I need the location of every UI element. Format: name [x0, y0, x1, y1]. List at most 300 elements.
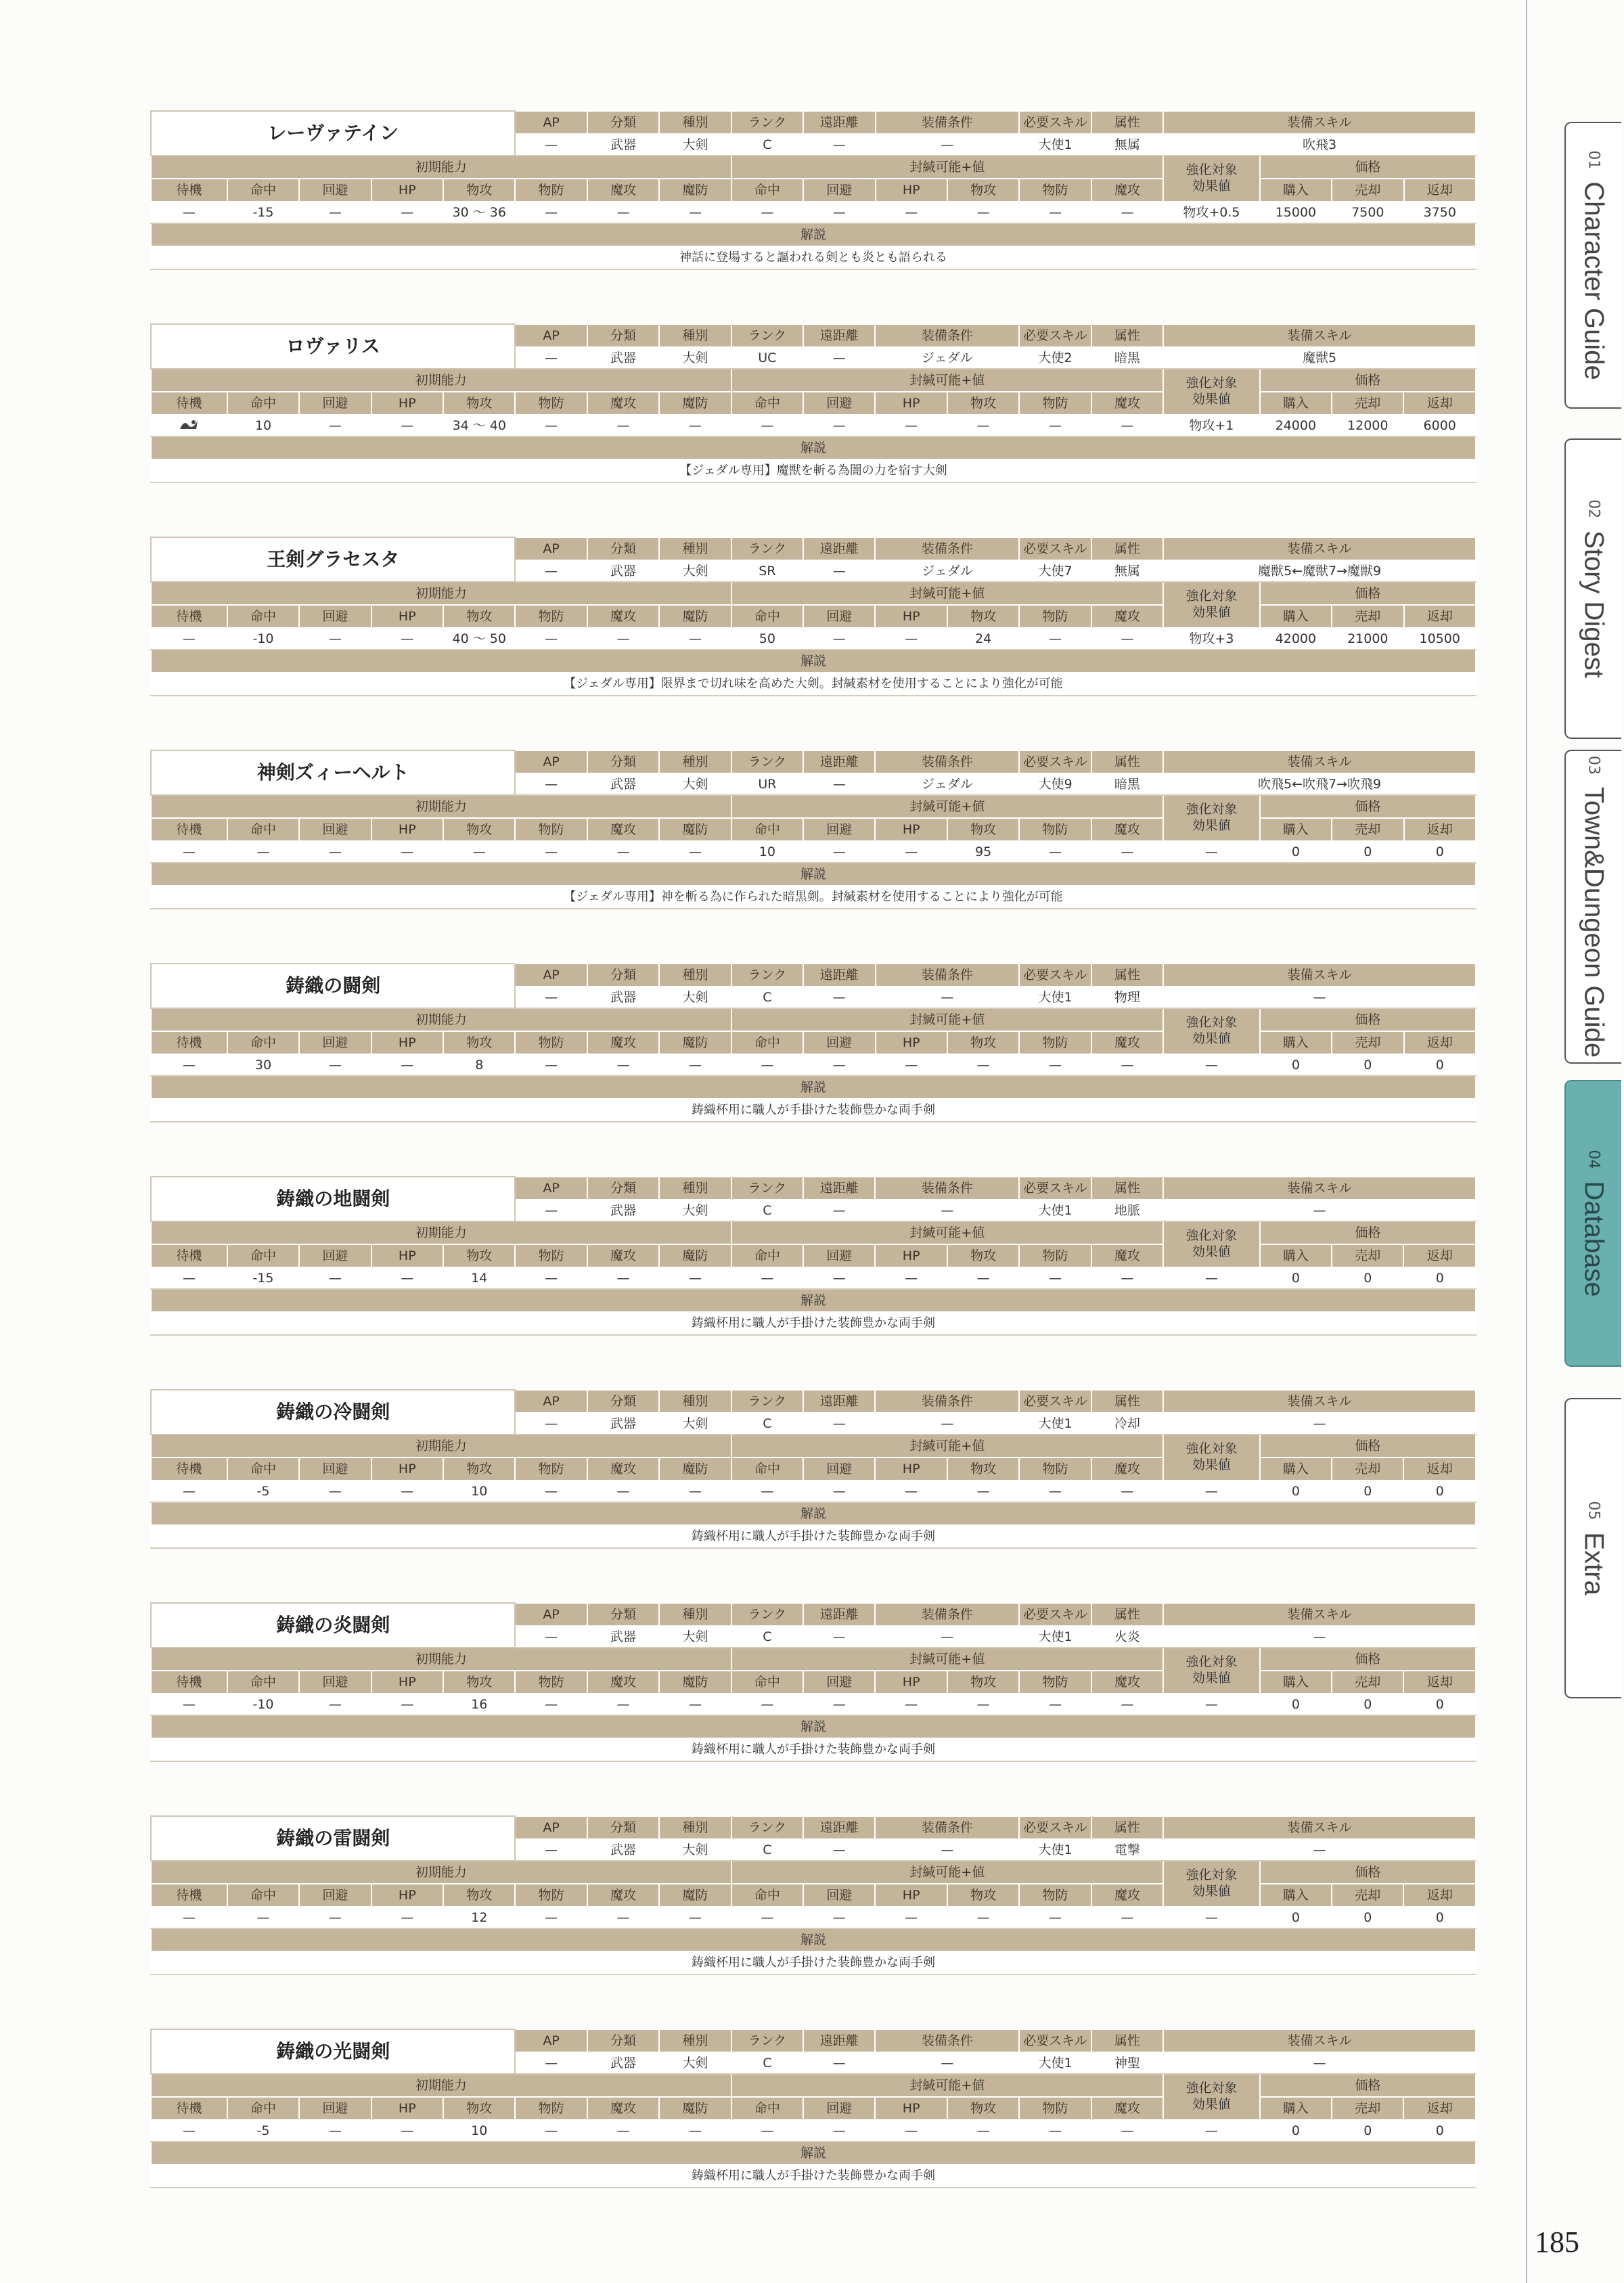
seal-stat-header: HP — [875, 392, 947, 415]
stat-header: 魔防 — [659, 1884, 731, 1907]
description-header: 解説 — [151, 1715, 1476, 1738]
price-col-header: 売却 — [1332, 1244, 1403, 1267]
spec-value: 暗黒 — [1091, 347, 1163, 369]
spec-value: 大剣 — [659, 560, 731, 582]
seal-stat-header: 物攻 — [947, 1457, 1019, 1480]
spec-value: 武器 — [587, 560, 659, 582]
price-value: 12000 — [1332, 415, 1403, 436]
price-value: 6000 — [1403, 415, 1476, 436]
stat-value: — — [299, 415, 371, 436]
spec-value: — — [515, 1200, 587, 1221]
stat-header: 回避 — [299, 1671, 371, 1694]
header-cell: 種別 — [659, 324, 731, 347]
header-cell: 遠距離 — [803, 2029, 875, 2052]
spec-value: C — [731, 1839, 803, 1861]
stat-header: 待機 — [151, 392, 227, 415]
tab-label: Extra — [1579, 1532, 1609, 1596]
stat-header: 物攻 — [443, 179, 515, 202]
stat-value: — — [515, 1694, 587, 1715]
stat-value: — — [151, 202, 227, 223]
spec-value: — — [515, 1839, 587, 1861]
seal-stat-value: — — [947, 1480, 1019, 1502]
seal-stat-value: — — [1091, 1054, 1163, 1076]
header-cell: 装備スキル — [1163, 750, 1476, 773]
initial-stats-header: 初期能力 — [151, 369, 731, 392]
header-cell: 装備スキル — [1163, 2029, 1476, 2052]
stat-header: 物攻 — [443, 1671, 515, 1694]
stat-value: — — [587, 841, 659, 863]
stat-value: — — [371, 1054, 443, 1076]
stat-value: — — [587, 1480, 659, 1502]
seal-stat-header: HP — [875, 818, 947, 841]
price-col-header: 購入 — [1260, 1884, 1332, 1907]
stat-value: — — [659, 628, 731, 650]
description-header: 解説 — [151, 650, 1476, 673]
header-cell: 装備条件 — [875, 750, 1019, 773]
seal-stat-value: — — [803, 1907, 875, 1928]
stat-value: — — [299, 1694, 371, 1715]
header-cell: 分類 — [587, 750, 659, 773]
header-cell: ランク — [731, 750, 803, 773]
price-col-header: 売却 — [1332, 179, 1403, 202]
stat-value: — — [151, 1267, 227, 1289]
stat-header: 魔防 — [659, 2097, 731, 2120]
header-cell: AP — [515, 1816, 587, 1839]
tab-label: Town&Dungeon Guide — [1579, 786, 1609, 1058]
price-value: 0 — [1332, 2120, 1403, 2142]
header-cell: 分類 — [587, 111, 659, 134]
price-header: 価格 — [1260, 1434, 1476, 1457]
seal-bonus-header: 封緘可能+値 — [731, 1221, 1163, 1244]
header-cell: ランク — [731, 537, 803, 560]
seal-stat-header: 命中 — [731, 1031, 803, 1054]
header-cell: 属性 — [1091, 537, 1163, 560]
spec-value: — — [803, 1413, 875, 1434]
seal-stat-value: 95 — [947, 841, 1019, 863]
seal-bonus-header: 封緘可能+値 — [731, 156, 1163, 179]
spec-value: — — [515, 987, 587, 1008]
header-cell: 装備スキル — [1163, 1603, 1476, 1626]
description-text: 神話に登場すると謳われる剣とも炎とも語られる — [151, 246, 1476, 269]
seal-stat-value: — — [1091, 202, 1163, 223]
header-cell: 装備スキル — [1163, 324, 1476, 347]
weapon-block — [150, 750, 1476, 905]
seal-stat-value: — — [875, 628, 947, 650]
seal-stat-header: 物防 — [1019, 1884, 1091, 1907]
header-cell: 必要スキル — [1019, 1816, 1091, 1839]
stat-value: — — [371, 202, 443, 223]
description-text: 【ジェダル専用】魔獣を斬る為闇の力を宿す大剣 — [151, 459, 1476, 482]
stat-value: — — [371, 2120, 443, 2142]
stat-value: — — [587, 1054, 659, 1076]
header-cell: 属性 — [1091, 964, 1163, 987]
spec-value: 大剣 — [659, 773, 731, 795]
seal-stat-header: HP — [875, 1244, 947, 1267]
seal-stat-header: 魔攻 — [1091, 1884, 1163, 1907]
enhance-target-header: 強化対象 効果値 — [1163, 156, 1260, 202]
seal-stat-header: 物攻 — [947, 1244, 1019, 1267]
price-col-header: 売却 — [1332, 392, 1403, 415]
stat-value: -10 — [227, 628, 299, 650]
stat-value: — — [515, 202, 587, 223]
header-cell: 遠距離 — [803, 1390, 875, 1413]
seal-stat-value: — — [803, 1480, 875, 1502]
price-value: 42000 — [1260, 628, 1332, 650]
seal-stat-header: 物攻 — [947, 1671, 1019, 1694]
spec-value: — — [1163, 2052, 1476, 2074]
price-value: 0 — [1403, 1267, 1476, 1289]
stat-header: HP — [371, 605, 443, 628]
spec-value: 大使1 — [1019, 1200, 1091, 1221]
stat-header: HP — [371, 1671, 443, 1694]
stat-value: — — [515, 415, 587, 436]
spec-value: 地脈 — [1091, 1200, 1163, 1221]
stat-value: — — [587, 415, 659, 436]
spec-value: 大使1 — [1019, 134, 1091, 156]
price-header: 価格 — [1260, 2074, 1476, 2097]
description-header: 解説 — [151, 1928, 1476, 1951]
seal-stat-value: — — [1091, 628, 1163, 650]
stat-value: 12 — [443, 1907, 515, 1928]
initial-stats-header: 初期能力 — [151, 795, 731, 818]
price-col-header: 購入 — [1260, 2097, 1332, 2120]
header-cell: 必要スキル — [1019, 2029, 1091, 2052]
initial-stats-header: 初期能力 — [151, 1648, 731, 1671]
price-col-header: 購入 — [1260, 179, 1332, 202]
stat-value: — — [151, 628, 227, 650]
seal-stat-value: — — [1019, 1907, 1091, 1928]
seal-stat-value: — — [947, 1907, 1019, 1928]
seal-stat-header: 魔攻 — [1091, 179, 1163, 202]
header-cell: ランク — [731, 1603, 803, 1626]
spec-value: — — [803, 2052, 875, 2074]
stat-header: 物防 — [515, 1031, 587, 1054]
stat-value: — — [299, 2120, 371, 2142]
header-cell: 属性 — [1091, 324, 1163, 347]
seal-stat-header: 回避 — [803, 1884, 875, 1907]
header-cell: AP — [515, 537, 587, 560]
header-cell: AP — [515, 1603, 587, 1626]
header-cell: 必要スキル — [1019, 750, 1091, 773]
stat-header: HP — [371, 179, 443, 202]
price-col-header: 売却 — [1332, 2097, 1403, 2120]
price-value: 0 — [1403, 2120, 1476, 2142]
header-cell: 必要スキル — [1019, 111, 1091, 134]
seal-stat-value: — — [803, 202, 875, 223]
seal-stat-header: 物攻 — [947, 1031, 1019, 1054]
stat-header: 物防 — [515, 818, 587, 841]
seal-stat-header: 命中 — [731, 1244, 803, 1267]
seal-stat-header: 魔攻 — [1091, 1671, 1163, 1694]
stat-value: 30 — [227, 1054, 299, 1076]
weapon-name: 鋳織の炎闘剣 — [151, 1603, 515, 1648]
price-col-header: 購入 — [1260, 392, 1332, 415]
stat-header: 待機 — [151, 179, 227, 202]
stat-header: 待機 — [151, 605, 227, 628]
price-value: 0 — [1404, 1054, 1476, 1076]
header-cell: 必要スキル — [1019, 1177, 1091, 1200]
header-cell: 分類 — [587, 537, 659, 560]
initial-stats-header: 初期能力 — [151, 1434, 731, 1457]
stat-header: 魔防 — [659, 392, 731, 415]
price-value: 0 — [1332, 1480, 1403, 1502]
spec-value: C — [731, 1626, 803, 1648]
price-value: 0 — [1332, 1907, 1403, 1928]
enhance-target-header: 強化対象 効果値 — [1163, 2074, 1260, 2120]
tab-story-digest[interactable] — [1564, 438, 1621, 739]
price-col-header: 返却 — [1404, 1031, 1476, 1054]
spec-value: — — [1163, 1626, 1476, 1648]
header-cell: 属性 — [1091, 1390, 1163, 1413]
weapon-name: ロヴァリス — [151, 324, 515, 369]
header-cell: 分類 — [587, 1816, 659, 1839]
enhance-value: — — [1163, 1480, 1260, 1502]
tab-extra[interactable] — [1564, 1398, 1621, 1698]
spec-value: C — [731, 1200, 803, 1221]
seal-stat-value: — — [731, 415, 803, 436]
price-value: 7500 — [1332, 202, 1403, 223]
seal-stat-value: — — [876, 1054, 947, 1076]
price-col-header: 購入 — [1260, 818, 1332, 841]
seal-stat-header: HP — [876, 1031, 947, 1054]
spec-value: 吹飛3 — [1163, 134, 1476, 156]
stat-header: 物防 — [515, 1671, 587, 1694]
seal-stat-header: 回避 — [803, 179, 875, 202]
spec-value: — — [515, 2052, 587, 2074]
stat-value: — — [515, 1054, 587, 1076]
weapon-block — [150, 1602, 1476, 1758]
stat-header: 魔防 — [659, 1031, 731, 1054]
price-value: 0 — [1260, 1694, 1332, 1715]
header-cell: 遠距離 — [803, 1603, 875, 1626]
stat-header: HP — [371, 1031, 443, 1054]
enhance-target-header: 強化対象 効果値 — [1163, 1861, 1260, 1907]
seal-bonus-header: 封緘可能+値 — [731, 2074, 1163, 2097]
stat-header: 待機 — [151, 1031, 227, 1054]
spec-value: — — [876, 134, 1020, 156]
spec-value: — — [515, 347, 587, 369]
seal-stat-header: 物防 — [1019, 392, 1091, 415]
initial-stats-header: 初期能力 — [151, 582, 731, 605]
weapon-name: 鋳織の雷闘剣 — [151, 1816, 515, 1861]
stat-header: 命中 — [227, 392, 299, 415]
spec-value: 大使1 — [1019, 2052, 1091, 2074]
spec-value: — — [515, 560, 587, 582]
standby-icon — [151, 415, 227, 436]
header-cell: 装備条件 — [875, 537, 1019, 560]
price-value: 24000 — [1260, 415, 1332, 436]
spec-value: 武器 — [587, 1413, 659, 1434]
spec-value: — — [803, 1626, 875, 1648]
stat-value: — — [587, 202, 659, 223]
enhance-value: — — [1163, 2120, 1260, 2142]
header-cell: AP — [515, 750, 587, 773]
stat-value: -10 — [227, 1694, 299, 1715]
seal-stat-value: 24 — [947, 628, 1019, 650]
seal-stat-header: 物防 — [1019, 1671, 1091, 1694]
stat-header: 魔攻 — [587, 2097, 659, 2120]
tab-label: Story Digest — [1579, 530, 1609, 678]
price-col-header: 売却 — [1332, 818, 1403, 841]
seal-stat-header: 回避 — [803, 818, 875, 841]
seal-stat-value: — — [1019, 628, 1091, 650]
stat-value: 40 ～ 50 — [443, 628, 515, 650]
seal-stat-value: — — [875, 415, 947, 436]
seal-stat-value: — — [1091, 1480, 1163, 1502]
seal-stat-value: — — [1091, 1694, 1163, 1715]
stat-header: 物攻 — [443, 2097, 515, 2120]
seal-stat-value: — — [1019, 202, 1091, 223]
seal-stat-header: 物防 — [1019, 1031, 1091, 1054]
enhance-target-header: 強化対象 効果値 — [1163, 1648, 1260, 1694]
header-cell: ランク — [731, 2029, 803, 2052]
stat-header: 物防 — [515, 2097, 587, 2120]
description-text: 鋳織杯用に職人が手掛けた装飾豊かな両手剣 — [151, 2165, 1476, 2188]
price-col-header: 返却 — [1404, 179, 1476, 202]
weapon-block — [150, 963, 1476, 1118]
tab-town-dungeon-guide[interactable] — [1564, 750, 1621, 1064]
header-cell: 分類 — [587, 2029, 659, 2052]
spec-value: 大使1 — [1019, 1626, 1091, 1648]
header-cell: 装備スキル — [1163, 1177, 1476, 1200]
price-col-header: 返却 — [1403, 392, 1476, 415]
tab-character-guide[interactable] — [1564, 122, 1621, 409]
spec-value: — — [875, 1626, 1019, 1648]
tab-database[interactable] — [1564, 1080, 1621, 1367]
seal-bonus-header: 封緘可能+値 — [731, 1861, 1163, 1884]
stat-value: 34 ～ 40 — [443, 415, 515, 436]
price-value: 3750 — [1404, 202, 1476, 223]
spec-value: 大剣 — [659, 347, 731, 369]
seal-stat-header: HP — [875, 1884, 947, 1907]
seal-stat-header: 物攻 — [947, 818, 1019, 841]
price-col-header: 購入 — [1260, 1671, 1332, 1694]
stat-value: — — [659, 1267, 731, 1289]
stat-value: — — [371, 1907, 443, 1928]
price-header: 価格 — [1260, 1648, 1476, 1671]
seal-stat-value: — — [875, 1694, 947, 1715]
price-header: 価格 — [1260, 1861, 1476, 1884]
stat-header: 物防 — [515, 1884, 587, 1907]
stat-value: — — [151, 1054, 227, 1076]
seal-stat-header: HP — [875, 2097, 947, 2120]
seal-stat-header: 魔攻 — [1091, 2097, 1163, 2120]
stat-value: — — [371, 841, 443, 863]
header-cell: 装備条件 — [875, 1603, 1019, 1626]
weapon-name: 神剣ズィーヘルト — [151, 750, 515, 795]
seal-stat-value: — — [875, 2120, 947, 2142]
stat-header: 物攻 — [443, 818, 515, 841]
price-header: 価格 — [1260, 582, 1476, 605]
description-text: 鋳織杯用に職人が手掛けた装飾豊かな両手剣 — [151, 1525, 1476, 1548]
stat-value: — — [151, 2120, 227, 2142]
price-col-header: 返却 — [1403, 1884, 1476, 1907]
price-value: 0 — [1260, 1480, 1332, 1502]
description-text: 鋳織杯用に職人が手掛けた装飾豊かな両手剣 — [151, 1312, 1476, 1335]
seal-stat-value: 10 — [731, 841, 803, 863]
stat-header: 物攻 — [443, 1244, 515, 1267]
seal-stat-value: — — [731, 1694, 803, 1715]
price-header: 価格 — [1260, 156, 1476, 179]
stat-header: 物防 — [515, 605, 587, 628]
tab-number: 05 — [1585, 1501, 1602, 1520]
header-cell: 属性 — [1091, 750, 1163, 773]
stat-value: — — [151, 1907, 227, 1928]
initial-stats-header: 初期能力 — [151, 2074, 731, 2097]
stat-value: -5 — [227, 2120, 299, 2142]
seal-stat-header: 物防 — [1019, 1244, 1091, 1267]
stat-value: — — [587, 1694, 659, 1715]
spec-value: — — [515, 1413, 587, 1434]
header-cell: 属性 — [1091, 1816, 1163, 1839]
seal-stat-value: — — [1091, 841, 1163, 863]
seal-stat-value: — — [1019, 2120, 1091, 2142]
stat-header: HP — [371, 392, 443, 415]
stat-value: — — [587, 1907, 659, 1928]
seal-stat-header: 魔攻 — [1091, 1031, 1163, 1054]
stat-value: — — [299, 1907, 371, 1928]
stat-value: — — [659, 2120, 731, 2142]
enhance-target-header: 強化対象 効果値 — [1163, 1221, 1260, 1267]
price-value: 0 — [1404, 841, 1476, 863]
stat-value: — — [659, 1907, 731, 1928]
stat-header: 物防 — [515, 392, 587, 415]
spec-value: — — [803, 1200, 875, 1221]
weapon-block — [150, 110, 1476, 266]
stat-value: — — [299, 1054, 371, 1076]
header-cell: ランク — [731, 324, 803, 347]
stat-header: 魔攻 — [587, 1671, 659, 1694]
description-text: 【ジェダル専用】神を斬る為に作られた暗黒剣。封緘素材を使用することにより強化が可能 — [151, 886, 1476, 909]
stat-header: 回避 — [299, 2097, 371, 2120]
spec-value: — — [803, 347, 875, 369]
price-col-header: 購入 — [1260, 1457, 1332, 1480]
seal-stat-value: — — [947, 202, 1019, 223]
stat-value: — — [515, 1907, 587, 1928]
price-value: 0 — [1260, 1907, 1332, 1928]
seal-stat-value: — — [731, 202, 803, 223]
header-cell: 種別 — [659, 2029, 731, 2052]
stat-value: — — [299, 628, 371, 650]
description-text: 鋳織杯用に職人が手掛けた装飾豊かな両手剣 — [151, 1099, 1476, 1122]
spec-value: — — [515, 1626, 587, 1648]
stat-header: 物攻 — [443, 1457, 515, 1480]
seal-stat-header: 魔攻 — [1091, 392, 1163, 415]
seal-stat-value: — — [876, 202, 947, 223]
header-cell: 種別 — [659, 1390, 731, 1413]
seal-stat-value: — — [947, 415, 1019, 436]
stat-header: 魔攻 — [587, 605, 659, 628]
seal-stat-header: 回避 — [803, 2097, 875, 2120]
spec-value: — — [803, 134, 875, 156]
seal-stat-value: — — [1019, 1267, 1091, 1289]
spec-value: 魔獣5←魔獣7→魔獣9 — [1163, 560, 1476, 582]
header-cell: 分類 — [587, 1390, 659, 1413]
stat-value: — — [515, 841, 587, 863]
weapon-block — [150, 323, 1476, 479]
header-cell: 遠距離 — [803, 324, 875, 347]
seal-stat-header: 物攻 — [947, 179, 1019, 202]
price-value: 0 — [1260, 2120, 1332, 2142]
header-cell: ランク — [731, 964, 803, 987]
spec-value: — — [875, 1413, 1019, 1434]
price-col-header: 売却 — [1332, 1457, 1403, 1480]
header-cell: 種別 — [659, 111, 731, 134]
seal-stat-value: — — [803, 628, 875, 650]
seal-stat-value: — — [1019, 415, 1091, 436]
stat-header: 命中 — [227, 1244, 299, 1267]
header-cell: 種別 — [659, 1816, 731, 1839]
